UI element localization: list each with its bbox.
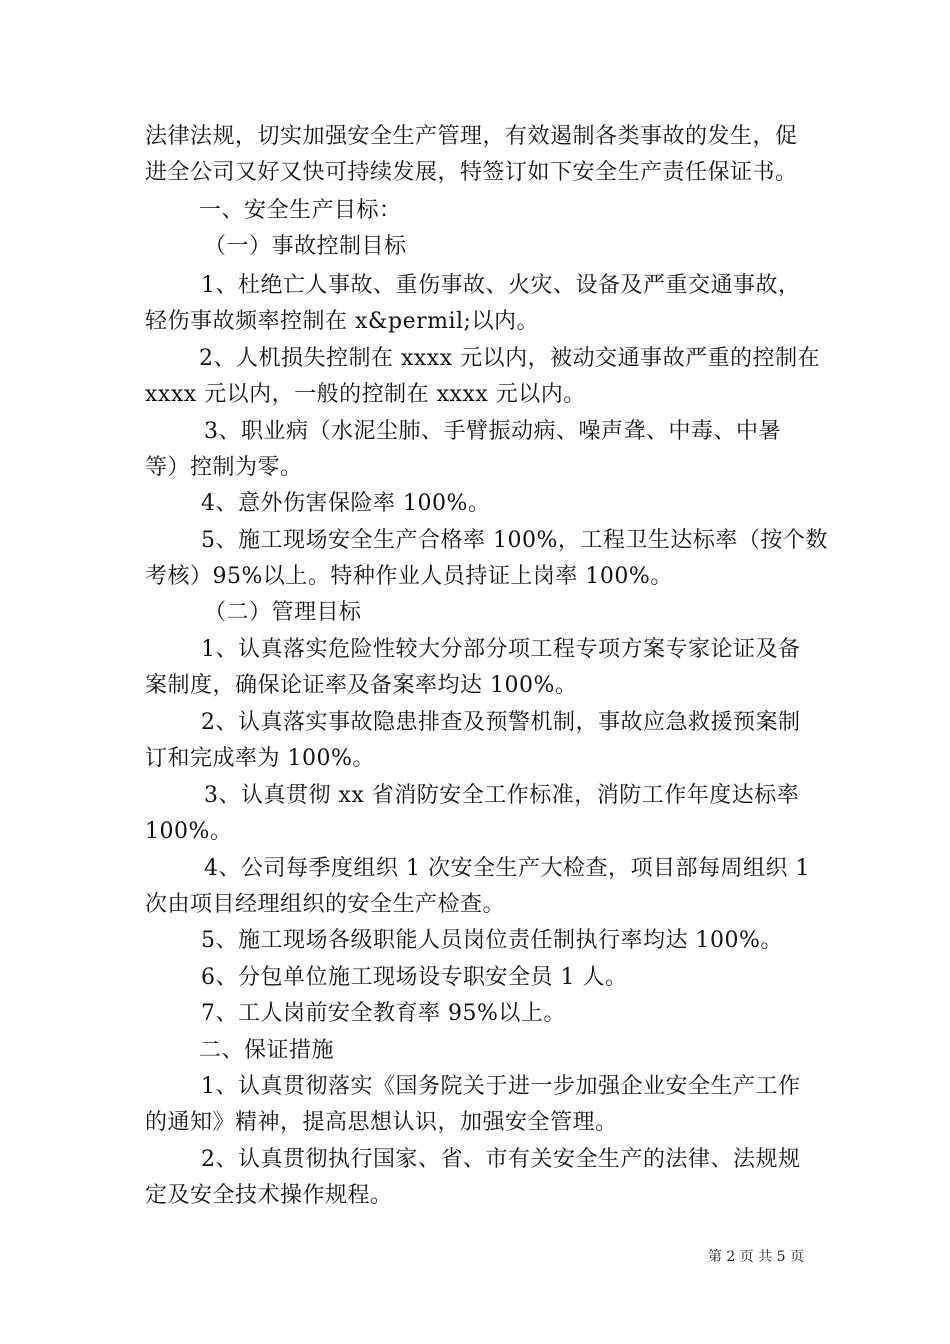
subsection-heading: （一）事故控制目标: [204, 234, 407, 259]
text-line: 3、职业病（水泥尘肺、手臂振动病、噪声聋、中毒、中暑: [204, 419, 781, 444]
text-line: 订和完成率为 100%。: [145, 746, 375, 771]
text-line: 5、施工现场安全生产合格率 100%，工程卫生达标率（按个数: [201, 528, 828, 553]
text-line: 100%。: [145, 819, 233, 844]
text-line: 4、公司每季度组织 1 次安全生产大检查，项目部每周组织 1: [204, 856, 810, 881]
section-heading: 二、保证措施: [199, 1038, 335, 1063]
text-line: 4、意外伤害保险率 100%。: [201, 491, 491, 516]
text-line: 1、认真落实危险性较大分部分项工程专项方案专家论证及备: [201, 637, 801, 662]
text-line: 2、认真落实事故隐患排查及预警机制，事故应急救援预案制: [201, 710, 801, 735]
text-line: 定及安全技术操作规程。: [145, 1183, 393, 1208]
text-line: 次由项目经理组织的安全生产检查。: [145, 892, 506, 917]
text-line: 2、认真贯彻执行国家、省、市有关安全生产的法律、法规规: [201, 1147, 801, 1172]
text-line: 7、工人岗前安全教育率 95%以上。: [201, 1001, 566, 1026]
text-line: 3、认真贯彻 xx 省消防安全工作标准，消防工作年度达标率: [204, 783, 800, 808]
text-line: 轻伤事故频率控制在 x&permil;以内。: [145, 309, 539, 334]
subsection-heading: （二）管理目标: [204, 600, 362, 625]
section-heading: 一、安全生产目标：: [199, 198, 402, 223]
text-line: 进全公司又好又快可持续发展，特签订如下安全生产责任保证书。: [145, 160, 798, 185]
text-line: 6、分包单位施工现场设专职安全员 1 人。: [201, 965, 628, 990]
text-line: 等）控制为零。: [145, 455, 303, 480]
text-line: xxxx 元以内，一般的控制在 xxxx 元以内。: [145, 382, 586, 407]
text-line: 5、施工现场各级职能人员岗位责任制执行率均达 100%。: [201, 928, 783, 953]
text-line: 案制度，确保论证率及备案率均达 100%。: [145, 673, 578, 698]
text-line: 1、杜绝亡人事故、重伤事故、火灾、设备及严重交通事故，: [201, 273, 801, 298]
page-number: 第 2 页 共 5 页: [707, 1249, 804, 1265]
text-line: 2、人机损失控制在 xxxx 元以内，被动交通事故严重的控制在: [199, 346, 821, 371]
text-line: 考核）95%以上。特种作业人员持证上岗率 100%。: [145, 564, 673, 589]
text-line: 法律法规，切实加强安全生产管理，有效遏制各类事故的发生，促: [145, 124, 798, 149]
text-line: 1、认真贯彻落实《国务院关于进一步加强企业安全生产工作: [201, 1074, 801, 1099]
text-line: 的通知》精神，提高思想认识，加强安全管理。: [145, 1110, 618, 1135]
